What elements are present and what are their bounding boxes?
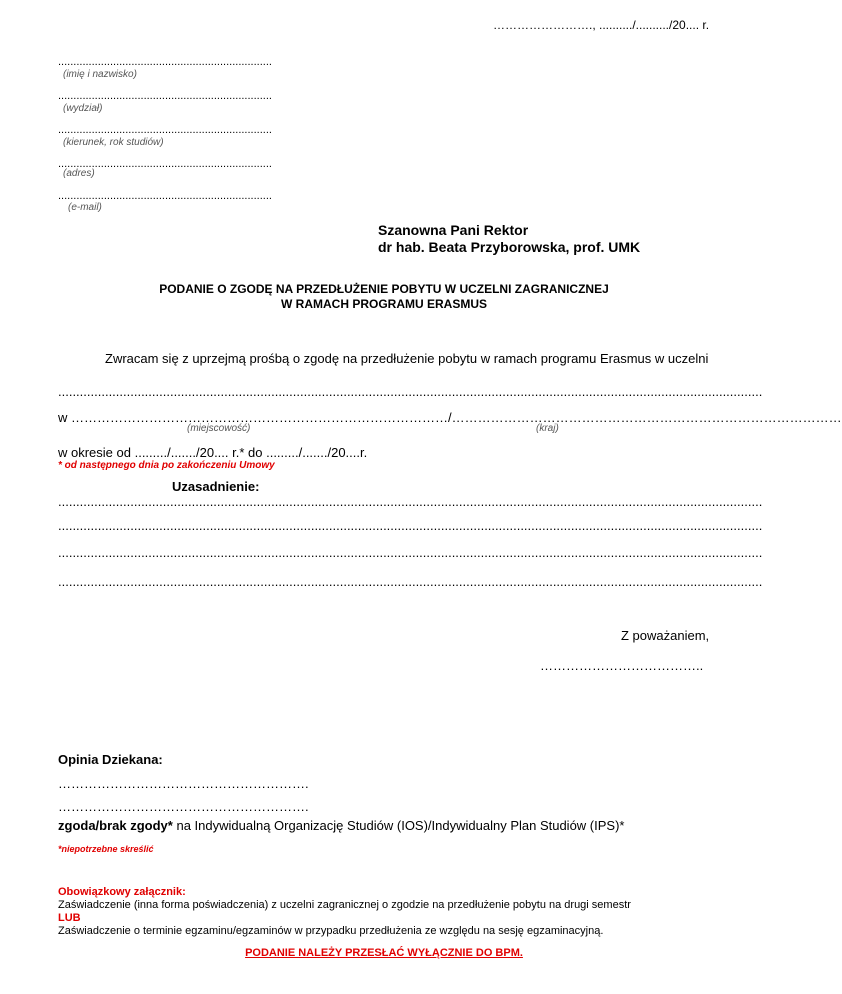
sender-faculty-dots: ...................................................................... bbox=[58, 90, 272, 102]
addressee-line2: dr hab. Beata Przyborowska, prof. UMK bbox=[378, 239, 641, 255]
consent-line bbox=[58, 818, 624, 833]
justification-dots-2: ................................................................................................................................................................................................... bbox=[58, 518, 763, 533]
sender-major-dots: ...................................................................... bbox=[58, 124, 272, 136]
sender-email-dots: ...................................................................... bbox=[58, 190, 272, 202]
attachment-label: Obowiązkowy załącznik: bbox=[58, 886, 186, 898]
consent-rest: na Indywidualną Organizację Studiów (IOS)/Indywidualny Plan Studiów (IPS)* bbox=[172, 818, 625, 833]
footer-notice: PODANIE NALEŻY PRZESŁAĆ WYŁĄCZNIE DO BPM. bbox=[245, 947, 523, 959]
city-country-line: w ……………………………………………………………………………/……………………………………………………………………………… bbox=[58, 410, 842, 425]
caption-email: (e-mail) bbox=[68, 202, 102, 213]
document-title-line1: PODANIE O ZGODĘ NA PRZEDŁUŻENIE POBYTU W UCZELNI ZAGRANICZNEJ bbox=[159, 282, 609, 296]
period-line: w okresie od ........./......./20.... r.* do ........./......./20....r. bbox=[58, 445, 368, 460]
caption-name: (imię i nazwisko) bbox=[63, 69, 137, 80]
document-title-line2: W RAMACH PROGRAMU ERASMUS bbox=[281, 297, 487, 311]
closing-regards: Z poważaniem, bbox=[621, 628, 710, 643]
attachment-or: LUB bbox=[58, 912, 81, 924]
sender-address-dots: ...................................................................... bbox=[58, 158, 272, 170]
strikeout-footnote: *niepotrzebne skreślić bbox=[58, 844, 154, 854]
dean-dots-1: …………………………………………………. bbox=[58, 776, 309, 791]
justification-dots-4: ................................................................................................................................................................................................... bbox=[58, 574, 763, 589]
consent-bold: zgoda/brak zgody* bbox=[58, 818, 173, 833]
period-footnote: * od następnego dnia po zakończeniu Umowy bbox=[58, 460, 275, 471]
attachment-option-1: Zaświadczenie (inna forma poświadczenia) z uczelni zagranicznej o zgodzie na przedłużenie pobytu na drugi semestr bbox=[58, 899, 631, 911]
attachment-option-2: Zaświadczenie o terminie egzaminu/egzaminów w przypadku przedłużenia ze względu na sesję egzaminacyjną. bbox=[58, 925, 604, 937]
caption-city: (miejscowość) bbox=[187, 423, 251, 434]
justification-dots-3: ................................................................................................................................................................................................... bbox=[58, 545, 763, 560]
caption-faculty: (wydział) bbox=[63, 103, 103, 114]
request-text: Zwracam się z uprzejmą prośbą o zgodę na przedłużenie pobytu w ramach programu Erasmus w uczelni bbox=[105, 351, 709, 366]
justification-dots-1: ................................................................................................................................................................................................... bbox=[58, 494, 763, 509]
caption-country: (kraj) bbox=[536, 423, 559, 434]
dean-opinion-label: Opinia Dziekana: bbox=[58, 752, 163, 767]
caption-major: (kierunek, rok studiów) bbox=[63, 137, 164, 148]
date-line: ……………………., ........../........../20.... r. bbox=[493, 18, 710, 32]
dean-dots-2: …………………………………………………. bbox=[58, 799, 309, 814]
sender-name-dots: ...................................................................... bbox=[58, 56, 272, 68]
caption-address: (adres) bbox=[63, 168, 95, 179]
justification-label: Uzasadnienie: bbox=[172, 479, 260, 494]
addressee-line1: Szanowna Pani Rektor bbox=[378, 222, 529, 238]
signature-dots: ……………………………….. bbox=[540, 658, 704, 673]
university-dots: ................................................................................................................................................................................................... bbox=[58, 384, 763, 399]
